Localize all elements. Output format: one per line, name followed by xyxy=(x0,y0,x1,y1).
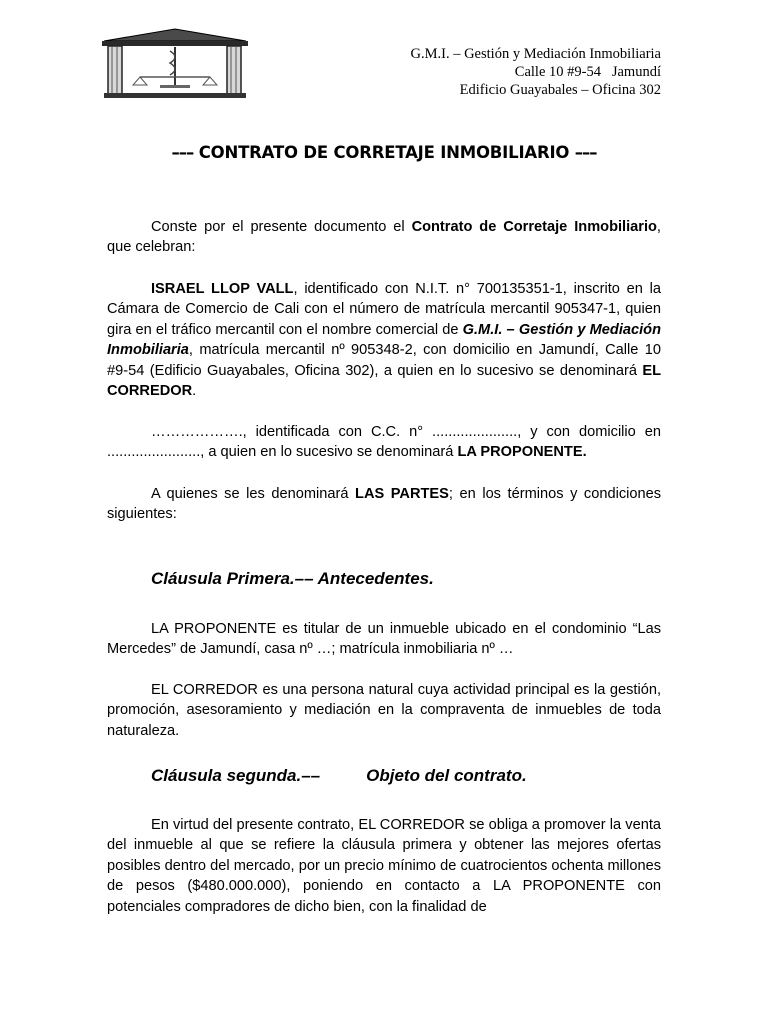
clause2-number: Cláusula segunda.–– xyxy=(151,766,321,785)
party2-paragraph xyxy=(107,422,661,463)
document-title: ––– CONTRATO DE CORRETAJE INMOBILIARIO ––– xyxy=(171,143,597,162)
company-logo xyxy=(100,27,250,99)
company-office: Edificio Guayabales – Oficina 302 xyxy=(459,82,661,98)
document-title-text: CONTRATO DE CORRETAJE INMOBILIARIO xyxy=(198,143,570,162)
party1-role: EL CORREDOR xyxy=(107,362,661,400)
party1-end: . xyxy=(192,383,197,400)
party2-role: LA PROPONENTE. xyxy=(457,444,587,461)
clause1-paragraph-2: EL CORREDOR es una persona natural cuya actividad principal es la gestión, promoción, asesoramiento y mediación en la compraventa de inmuebles de toda naturaleza. xyxy=(107,682,661,739)
intro-paragraph xyxy=(107,217,661,258)
party1-name: ISRAEL LLOP VALL xyxy=(151,281,294,297)
parties-text: A quienes se les denominará xyxy=(151,486,356,502)
company-address: Calle 10 #9-54 Jamundí xyxy=(514,64,661,80)
clause1-paragraph-1: LA PROPONENTE es titular de un inmueble ubicado en el condominio “Las Mercedes” de Jamundí, casa nº …; matrícula inmobiliaria nº … xyxy=(107,621,661,658)
company-name: G.M.I. – Gestión y Mediación Inmobiliaria xyxy=(410,46,661,62)
party1-text-2: , matrícula mercantil nº 905348-2, con domicilio en Jamundí, Calle 10 #9-54 (Edificio Guayabales, Oficina 302), a quien en lo sucesivo se denominará xyxy=(107,342,661,379)
parties-name: LAS PARTES xyxy=(355,486,449,502)
party1-trade-name: G.M.I. – Gestión y Mediación Inmobiliaria xyxy=(107,321,661,359)
parties-text-end: ; en los términos y condiciones siguientes: xyxy=(107,486,662,523)
parties-paragraph xyxy=(107,484,661,525)
intro-text-end: , que celebran: xyxy=(107,219,661,256)
party1-text: , identificado con N.I.T. n° 700135351-1, inscrito en la Cámara de Comercio de Cali con el número de matrícula mercantil 905347-1, quien gira en el tráfico mercantil con el nombre comercial de xyxy=(107,281,661,338)
company-header xyxy=(411,45,661,99)
clause2-title: Objeto del contrato. xyxy=(366,766,527,785)
clause2-heading xyxy=(151,766,527,786)
contract-name: Contrato de Corretaje Inmobiliario xyxy=(411,219,657,235)
clause1-heading: Cláusula Primera.–– Antecedentes. xyxy=(151,569,434,588)
intro-text: Conste por el presente documento el xyxy=(151,219,412,235)
party1-paragraph xyxy=(107,279,661,401)
clause2-paragraph-1: En virtud del presente contrato, EL CORREDOR se obliga a promover la venta del inmueble al que se refiere la cláusula primera y obtener las mejores ofertas posibles dentro del mercado, por un precio mínimo de cuatrocientos ochenta millones de pesos ($480.000.000), poniendo en contacto a LA PROPONENTE con potenciales compradores de dicho bien, con la finalidad de xyxy=(107,817,661,915)
party2-text: ………………., identificada con C.C. n° ....................., y con domicilio en ......................., a quien en lo sucesivo se denominará xyxy=(107,424,661,461)
